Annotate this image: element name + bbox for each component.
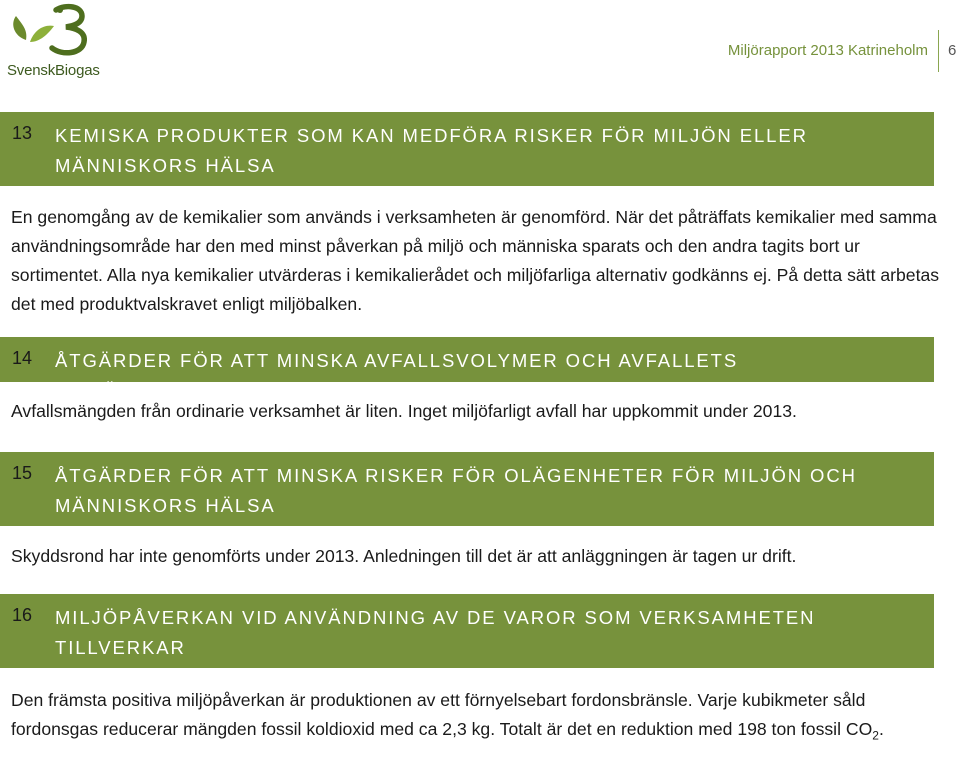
- section-body-14: Avfallsmängden från ordinarie verksamhet är liten. Inget miljöfarligt avfall har uppkommit under 2013.: [11, 401, 797, 421]
- section-number: 14: [12, 348, 33, 368]
- page-number: 6: [948, 42, 957, 59]
- section-number: 16: [12, 605, 33, 625]
- section-body-text: Den främsta positiva miljöpåverkan är produktionen av ett förnyelsebart fordonsbränsle. Varje kubikmeter såld fordonsgas reducerar mängden fossil koldioxid med ca 2,3 kg. Totalt är det en reduktion med 198 ton fossil: [11, 690, 866, 739]
- report-title: Miljörapport 2013 Katrineholm: [727, 42, 928, 59]
- section-title: ÅTGÄRDER FÖR ATT MINSKA AVFALLSVOLYMER OCH AVFALLETS MILJÖFARLIGHET: [55, 350, 739, 401]
- section-heading-13: [0, 112, 934, 186]
- section-heading-16: [0, 594, 934, 668]
- logo-text: SvenskBiogas: [7, 62, 100, 79]
- section-title: ÅTGÄRDER FÖR ATT MINSKA RISKER FÖR OLÄGENHETER FÖR MILJÖN OCH MÄNNISKORS HÄLSA: [55, 465, 857, 516]
- section-number: 13: [12, 123, 33, 143]
- section-body-13: En genomgång av de kemikalier som används i verksamheten är genomförd. När det påträffats kemikalier med samma användningsområde har den med minst påverkan på miljö och människa sparats och den andra tagits bort ur sortimentet. Alla nya kemikalier utvärderas i kemikalierådet och miljöfarliga alternativ godkänns ej. På detta sätt arbetas det med produktvalskravet enligt miljöbalken.: [11, 207, 940, 314]
- section-body-15: Skyddsrond har inte genomförts under 2013. Anledningen till det är att anläggningen är tagen ur drift.: [11, 546, 797, 566]
- section-title: MILJÖPÅVERKAN VID ANVÄNDNING AV DE VAROR SOM VERKSAMHETEN TILLVERKAR: [55, 607, 816, 658]
- section-body-16: [11, 686, 941, 751]
- header-divider: [938, 30, 939, 72]
- section-heading-14: [0, 337, 934, 401]
- logo: [4, 2, 114, 80]
- co2-subscript: 2: [872, 728, 879, 743]
- section-heading-15: [0, 452, 934, 526]
- biogas-logo-icon: [4, 2, 114, 64]
- co2-formula: $CO_2$.: [845, 719, 884, 743]
- section-number: 15: [12, 463, 33, 483]
- section-title: KEMISKA PRODUKTER SOM KAN MEDFÖRA RISKER FÖR MILJÖN ELLER MÄNNISKORS HÄLSA: [55, 125, 808, 176]
